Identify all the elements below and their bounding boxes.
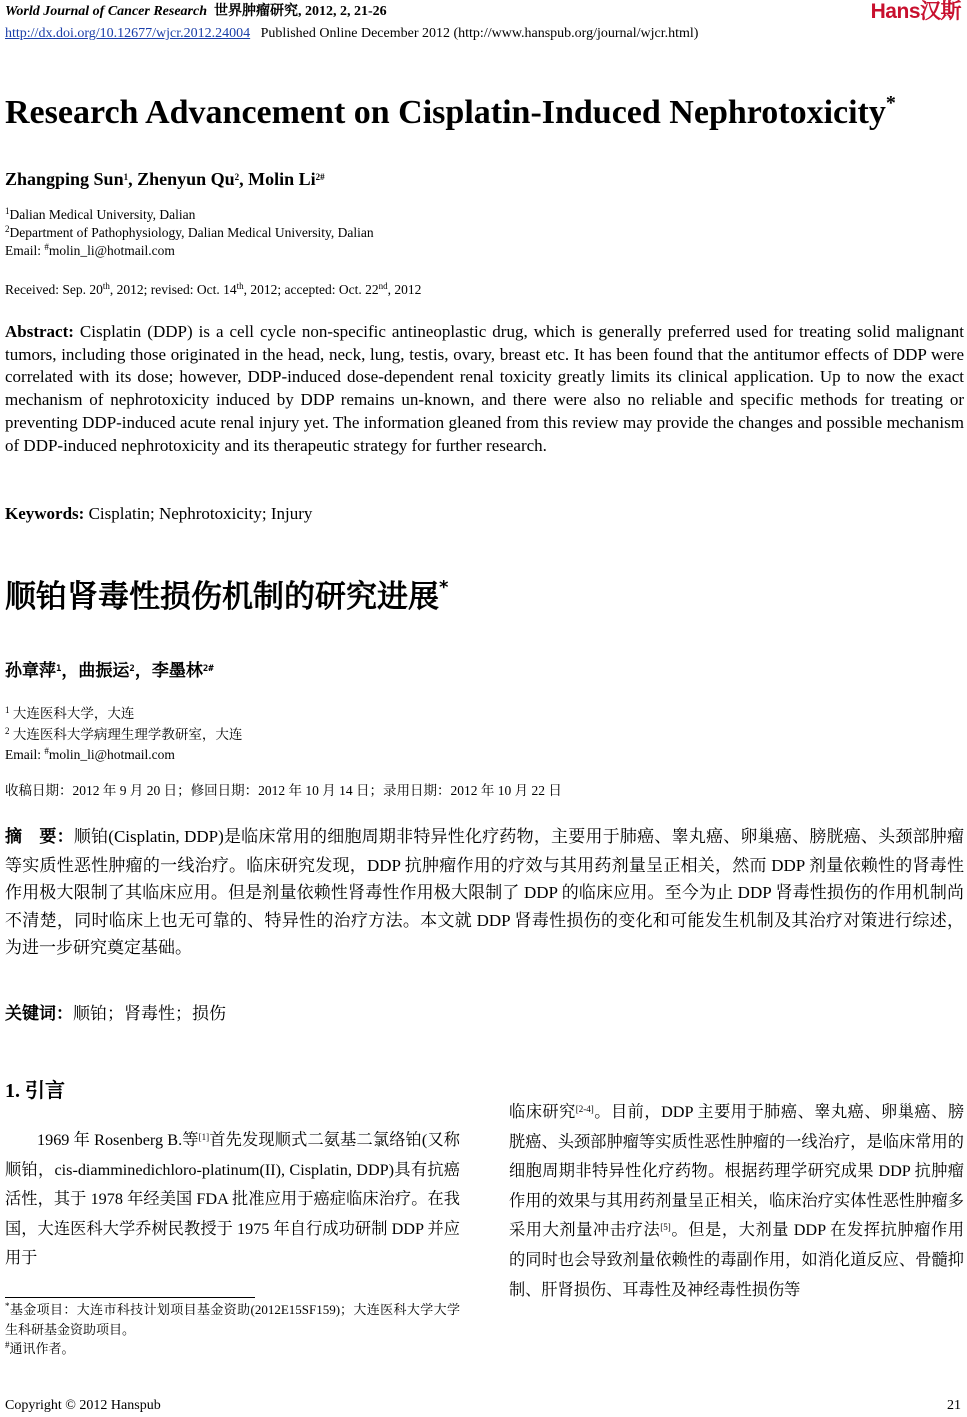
journal-name: World Journal of Cancer Research [5,4,207,19]
citation: [5] [660,1222,671,1233]
email-address: molin_li@hotmail.com [48,243,175,258]
keywords-label: Keywords: [5,504,85,523]
affiliation: Department of Pathophysiology, Dalian Medical University, Dalian [9,225,374,240]
footnote: *基金项目：大连市科技计划项目基金资助(2012E15SF159)；大连医科大学大学生科研基金资助项目。 [5,1301,460,1337]
affiliation: 大连医科大学，大连 [12,706,135,721]
body-column-left: 1969 年 Rosenberg B.等[1]首先发现顺式二氨基二氯络铂(又称顺铂，cis-diamminedichloro-platinum(II), Cisplatin, DDP)具有抗癌活性，其于 1978 年经美国 FDA 批准应用于癌症临床治疗。在我国，大连医科大学乔树民教授于 1975 年自行成功研制 DDP 并应用于 [5,1131,460,1268]
footnote-divider [5,1297,255,1298]
title-footnote-mark: * [439,577,449,598]
affiliation: Dalian Medical University, Dalian [9,207,196,222]
abstract-label: 摘 要： [5,827,74,847]
journal-name-cn: 世界肿瘤研究 [213,4,298,19]
footnote: #通讯作者。 [5,1340,75,1357]
author-list-cn: 孙章萍$^1$，曲振运$^2$，李墨林$^{2\#}$ [5,661,214,681]
keywords-label: 关键词： [5,1004,73,1024]
chinese-abstract [5,823,964,962]
published-online: Published Online December 2012 (http://www.hanspub.org/journal/wjcr.html) [260,26,699,41]
title-footnote-mark: * [885,92,896,114]
footnotes [5,1300,460,1359]
abstract-text: Cisplatin (DDP) is a cell cycle non-specific antineoplastic drug, which is generally preferred used for treating solid malignant tumors, including those originated in the head, neck, lung, testis, ovary, breast etc. It has been found that the antitumor effects of DDP were correlated with its dose; however, DDP-induced dose-dependent renal toxicity greatly limits its clinical application. Up to now the exact mechanism of nephrotoxicity induced by DDP remains un-known, and there were also no reliable and specific methods for treating or preventing DDP-induced acute renal injury yet. The information gleaned from this review may provide the changes and possible mechanism of DDP-induced nephrotoxicity and its therapeutic strategy for further research. [5,322,964,455]
received-dates-cn: 收稿日期：2012 年 9 月 20 日；修回日期：2012 年 10 月 14 日；录用日期：2012 年 10 月 22 日 [5,783,562,798]
english-keywords: Keywords: Cisplatin; Nephrotoxicity; Injury [5,504,313,523]
citation: [2-4] [575,1104,594,1114]
email-line: Email: #molin_li@hotmail.com [5,746,175,762]
page-number: 21 [947,1398,961,1413]
paper-title-cn: 顺铂肾毒性损伤机制的研究进展* [5,577,449,615]
citation: [1] [198,1132,210,1142]
author: Zhenyun Qu [137,169,235,189]
section-heading: 1. 引言 [5,1080,65,1102]
chinese-keywords: 关键词：顺铂；肾毒性；损伤 [5,1004,226,1024]
body-column-right: 临床研究[2-4]。目前，DDP 主要用于肺癌、睾丸癌、卵巢癌、膀胱癌、头颈部肿瘤等实质性恶性肿瘤的一线治疗，是临床常用的细胞周期非特异性化疗药物。根据药理学研究成果 DDP 抗肿瘤作用的效果与其用药剂量呈正相关，临床治疗实体性恶性肿瘤多采用大剂量冲击疗法[5]。但是，大剂量 DDP 在发挥抗肿瘤作用的同时也会导致剂量依赖性的毒副作用，如消化道反应、骨髓抑制、肝肾损伤、耳毒性及神经毒性损伤等 [509,1103,965,1299]
volume-info: , 2012, 2, 21-26 [297,4,387,19]
author: 李墨林 [151,661,203,681]
author: Molin Li [248,169,316,189]
received-dates: Received: Sep. 20th, 2012; revised: Oct. 14th, 2012; accepted: Oct. 22nd, 2012 [5,281,422,297]
affiliation: 大连医科大学病理生理学教研室，大连 [12,726,243,742]
affiliations: $^1$Dalian Medical University, Dalian $^2$Department of Pathophysiology, Dalian Medical University, Dalian Email: #molin_li@hotmail.com [5,206,374,258]
doi-link[interactable]: http://dx.doi.org/10.12677/wjcr.2012.24004 [5,26,251,41]
hanspub-logo: Hans汉斯 [870,0,961,23]
author: 曲振运 [78,661,130,681]
email-address: molin_li@hotmail.com [48,747,175,762]
paper-title: Research Advancement on Cisplatin-Induced Nephrotoxicity* [5,92,896,131]
affiliations-cn: $^1$ 大连医科大学，大连 $^2$ 大连医科大学病理生理学教研室，大连 Email: #molin_li@hotmail.com [5,704,242,766]
doi-line [5,25,698,42]
copyright-notice: Copyright © 2012 Hanspub [5,1398,161,1413]
author-list: Zhangping Sun$^1$, Zhenyun Qu$^2$, Molin $Li^{2\#}$ [5,169,325,189]
email-line: Email: #molin_li@hotmail.com [5,242,175,258]
abstract-label: Abstract: [5,322,74,341]
author: Zhangping Sun [5,169,124,189]
abstract-text: 顺铂(Cisplatin, DDP)是临床常用的细胞周期非特异性化疗药物，主要用于肺癌、睾丸癌、卵巢癌、膀胱癌、头颈部肿瘤等实质性恶性肿瘤的一线治疗。临床研究发现，DDP 抗肿瘤作用的疗效与其用药剂量呈正相关，然而 DDP 剂量依赖性的肾毒性作用极大限制了其临床应用。但是剂量依赖性肾毒性作用极大限制了 DDP 的临床应用。至今为止 DDP 肾毒性损伤的作用机制尚不清楚，同时临床上也无可靠的、特异性的治疗方法。本文就 DDP 肾毒性损伤的变化和可能发生机制及其治疗对策进行综述，为进一步研究奠定基础。 [5,827,965,958]
running-header [5,3,387,20]
author: 孙章萍 [5,661,56,681]
english-abstract [5,321,964,457]
